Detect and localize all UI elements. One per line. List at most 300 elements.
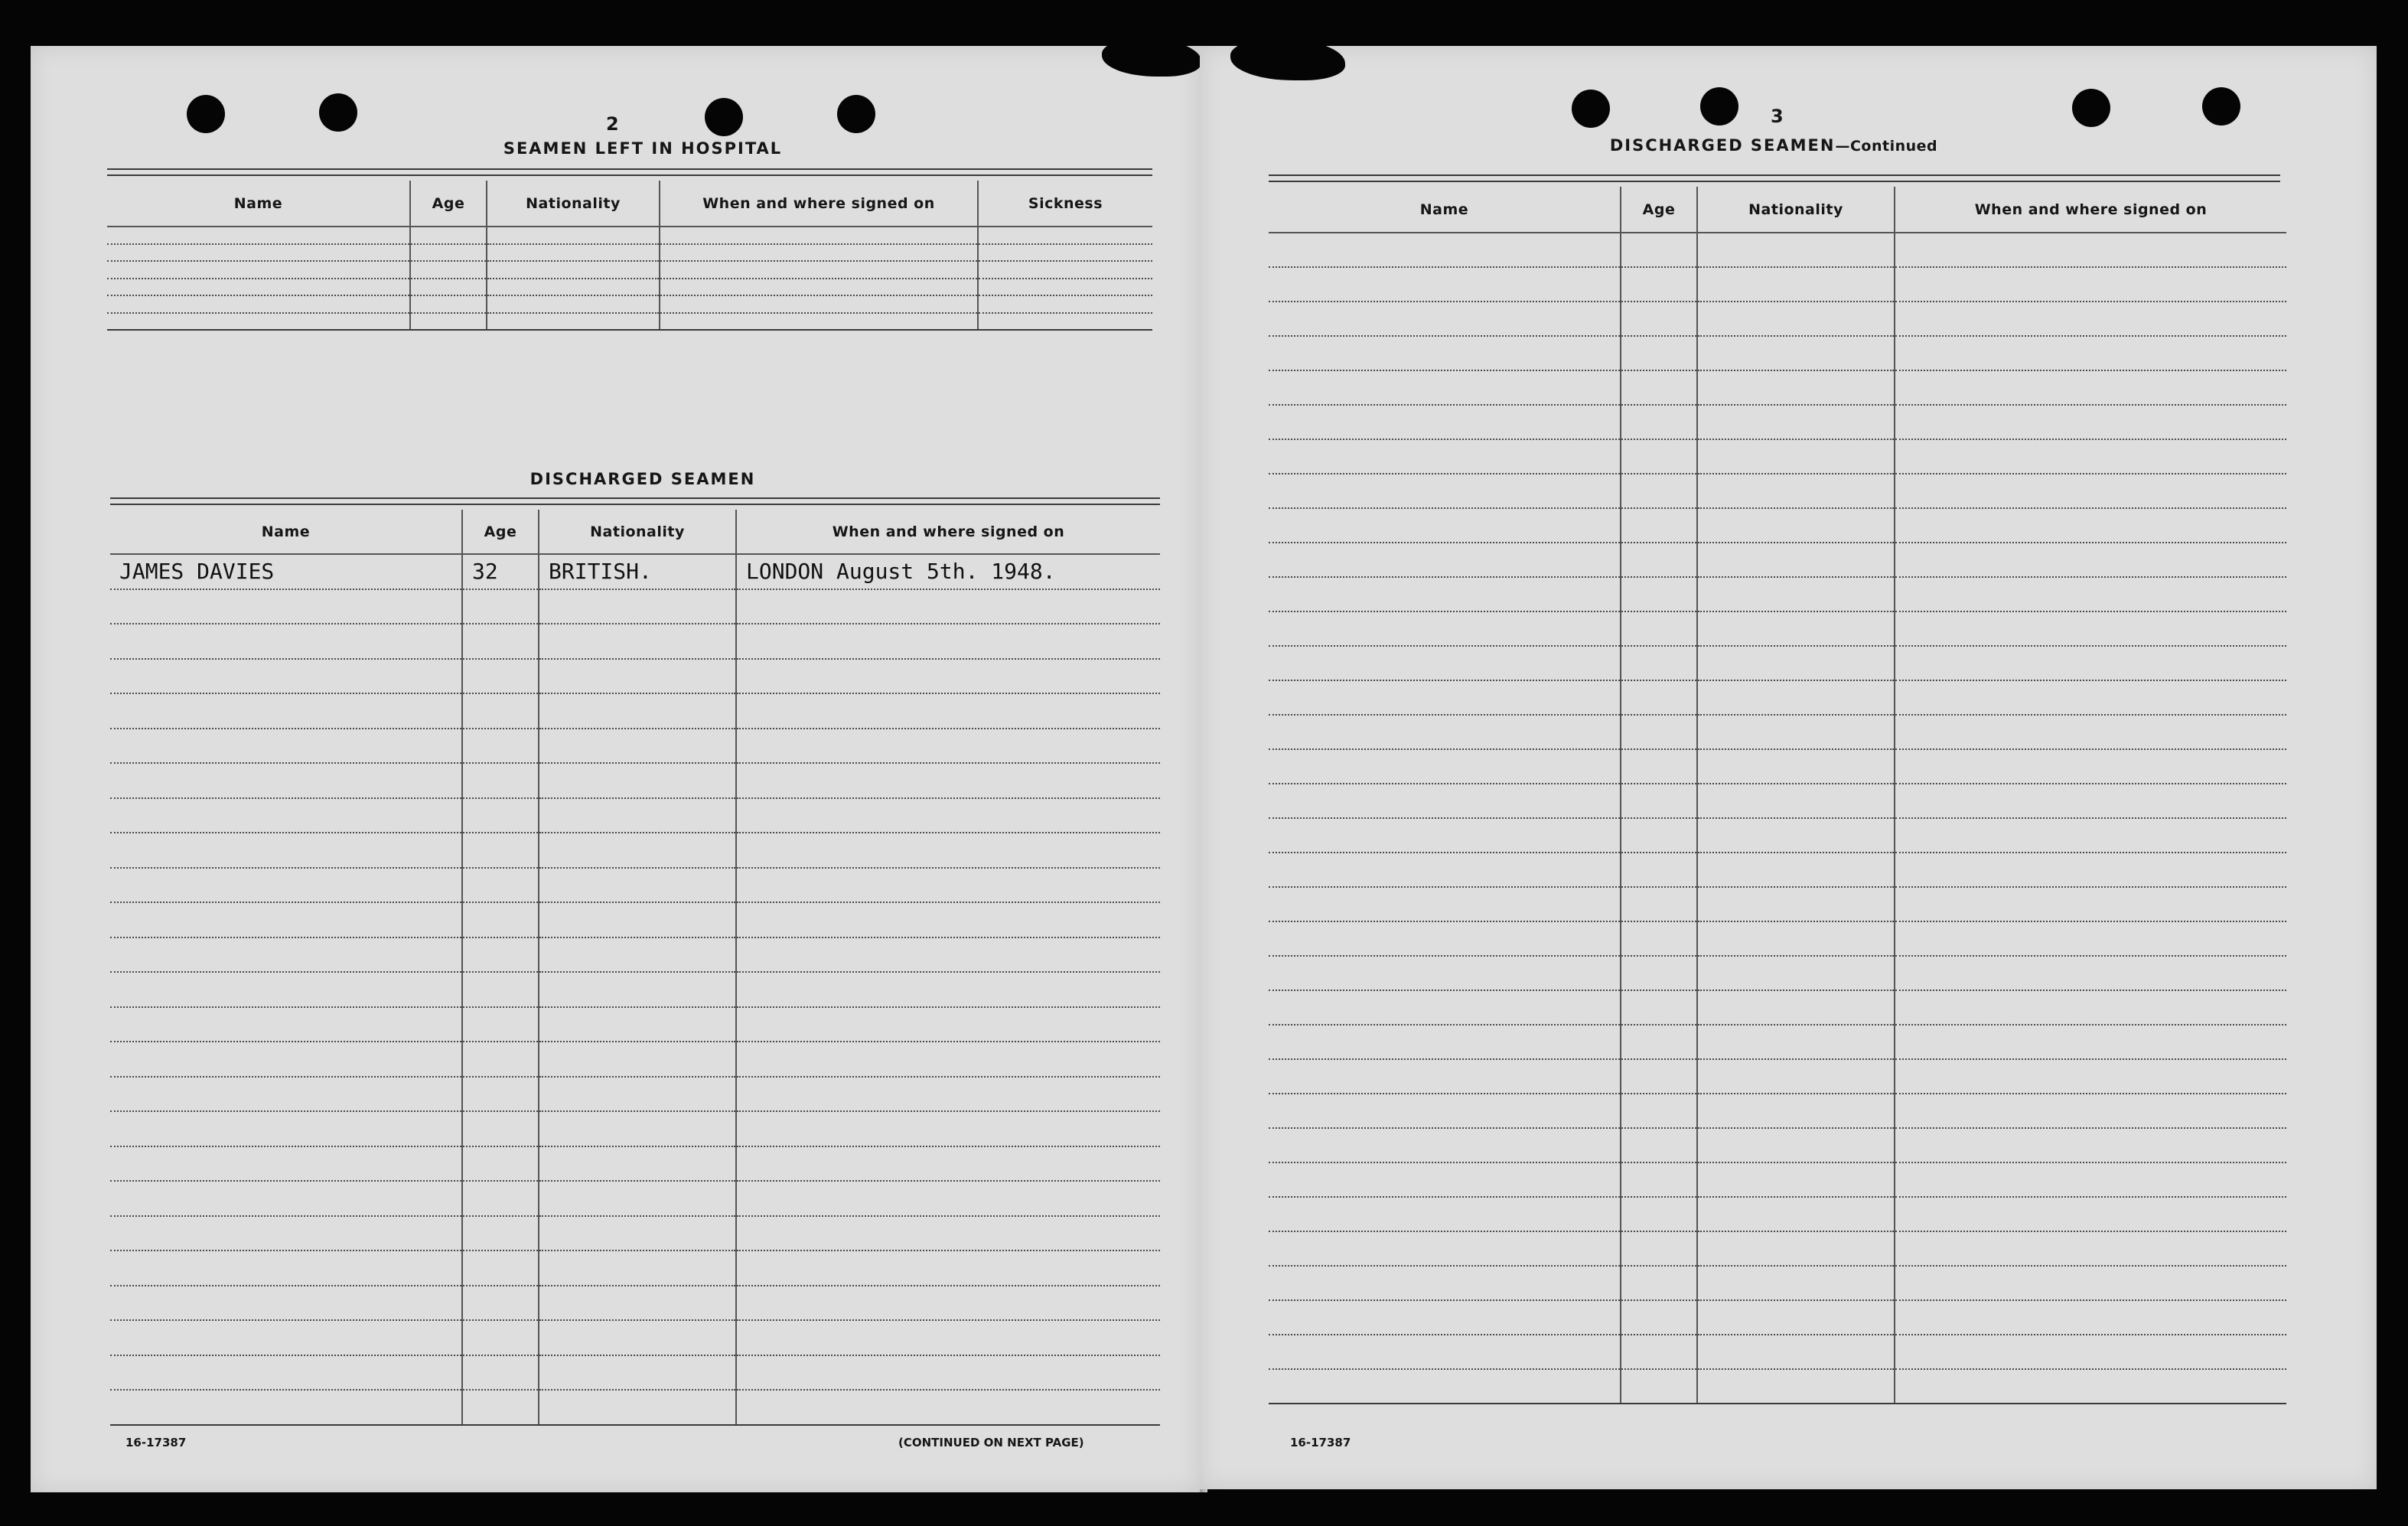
table-row	[1269, 1162, 2286, 1197]
table-cell	[1621, 405, 1697, 439]
table-cell	[539, 1111, 736, 1146]
table-row	[110, 937, 1160, 973]
table-cell	[1269, 1231, 1621, 1266]
table-row	[110, 659, 1160, 694]
table-cell	[736, 798, 1160, 833]
table-cell	[410, 295, 487, 313]
table-row	[1269, 818, 2286, 853]
table-row	[1269, 784, 2286, 818]
table-cell	[1269, 370, 1621, 405]
table-row	[110, 1042, 1160, 1077]
table-cell	[1895, 233, 2286, 267]
table-cell	[1697, 336, 1895, 370]
table-row	[1269, 302, 2286, 336]
table-cell	[736, 1355, 1160, 1391]
header-rule	[107, 168, 1152, 176]
table-row	[1269, 336, 2286, 370]
table-cell	[1697, 611, 1895, 646]
table-cell	[539, 1007, 736, 1042]
table-cell	[1895, 474, 2286, 508]
title-suffix: —Continued	[1835, 138, 1938, 155]
table-cell	[1895, 1094, 2286, 1128]
table-cell	[487, 279, 660, 296]
table-cell	[1621, 1059, 1697, 1094]
table-cell	[660, 279, 978, 296]
table-cell	[1621, 1300, 1697, 1335]
table-cell	[1621, 1128, 1697, 1162]
table-cell	[1269, 1369, 1621, 1404]
table-row	[1269, 577, 2286, 611]
table-cell	[462, 1042, 539, 1077]
table-cell	[1895, 405, 2286, 439]
table-cell	[462, 798, 539, 833]
table-cell	[1697, 1335, 1895, 1369]
table-cell	[736, 589, 1160, 624]
column-header-age: Age	[410, 181, 487, 227]
table-row	[1269, 715, 2286, 749]
table-row	[1269, 853, 2286, 887]
table-cell	[1621, 1025, 1697, 1059]
table-row	[110, 693, 1160, 729]
table-cell	[1697, 921, 1895, 956]
table-cell	[539, 1355, 736, 1391]
table-cell	[736, 1390, 1160, 1425]
table-cell	[1269, 577, 1621, 611]
continued-note: (CONTINUED ON NEXT PAGE)	[898, 1436, 1084, 1449]
table-cell	[1697, 1266, 1895, 1300]
table-cell	[1895, 577, 2286, 611]
table-cell	[1697, 853, 1895, 887]
table-cell	[1697, 474, 1895, 508]
table-cell	[1269, 1197, 1621, 1231]
table-cell	[539, 937, 736, 973]
section-title-discharged-continued	[1559, 136, 1988, 155]
table-cell	[539, 1390, 736, 1425]
table-cell	[1269, 543, 1621, 577]
table-row	[1269, 267, 2286, 302]
table-cell	[1269, 302, 1621, 336]
table-cell	[978, 244, 1152, 262]
table-cell	[1269, 990, 1621, 1025]
table-cell	[1621, 715, 1697, 749]
table-cell	[1697, 784, 1895, 818]
table-cell	[462, 729, 539, 764]
table-cell	[539, 1286, 736, 1321]
table-cell	[1621, 818, 1697, 853]
table-cell	[1697, 887, 1895, 921]
table-row	[107, 261, 1152, 279]
table-cell	[1621, 887, 1697, 921]
table-cell	[1697, 680, 1895, 715]
table-cell	[978, 313, 1152, 331]
table-row	[1269, 680, 2286, 715]
table-row	[110, 1216, 1160, 1251]
table-cell	[1895, 1335, 2286, 1369]
table-cell	[1269, 439, 1621, 474]
table-row	[107, 313, 1152, 331]
table-cell	[736, 868, 1160, 903]
table-cell	[1621, 1369, 1697, 1404]
table-cell	[1269, 267, 1621, 302]
table-row	[1269, 1231, 2286, 1266]
table-cell	[1895, 1162, 2286, 1197]
table-cell	[1697, 1094, 1895, 1128]
table-row	[1269, 474, 2286, 508]
table-cell	[736, 1077, 1160, 1112]
table-cell	[1697, 1369, 1895, 1404]
table-cell	[1621, 1162, 1697, 1197]
table-row	[1269, 1369, 2286, 1404]
table-cell	[539, 1042, 736, 1077]
table-cell	[1621, 1231, 1697, 1266]
discharged-continued-table	[1269, 187, 2286, 1404]
table-cell	[1895, 1369, 2286, 1404]
table-cell	[978, 261, 1152, 279]
table-cell	[539, 624, 736, 659]
table-cell	[1697, 1059, 1895, 1094]
table-cell	[1697, 1197, 1895, 1231]
table-row	[1269, 887, 2286, 921]
table-cell	[1895, 1266, 2286, 1300]
table-cell	[1895, 784, 2286, 818]
table-cell	[1621, 267, 1697, 302]
table-cell: 32	[462, 554, 539, 589]
table-cell	[539, 693, 736, 729]
table-cell	[1621, 474, 1697, 508]
column-header-age: Age	[1621, 187, 1697, 233]
table-cell	[462, 1320, 539, 1355]
table-cell	[110, 1320, 462, 1355]
table-row	[1269, 611, 2286, 646]
table-cell	[736, 1286, 1160, 1321]
table-cell	[1269, 233, 1621, 267]
table-cell	[1895, 853, 2286, 887]
table-cell	[1269, 887, 1621, 921]
table-row	[1269, 956, 2286, 990]
table-cell	[410, 244, 487, 262]
table-row	[1269, 370, 2286, 405]
table-row	[1269, 1300, 2286, 1335]
table-row	[1269, 1094, 2286, 1128]
column-header-signed-on: When and where signed on	[660, 181, 978, 227]
table-cell	[462, 1181, 539, 1216]
table-cell	[462, 659, 539, 694]
table-cell	[462, 1390, 539, 1425]
table-cell	[1269, 508, 1621, 543]
table-cell	[462, 972, 539, 1007]
table-row	[110, 798, 1160, 833]
table-cell	[110, 833, 462, 868]
table-cell	[110, 1042, 462, 1077]
table-cell	[1697, 508, 1895, 543]
table-cell	[1269, 749, 1621, 784]
table-row	[1269, 921, 2286, 956]
table-row	[110, 1181, 1160, 1216]
table-cell	[487, 313, 660, 331]
table-cell	[1895, 1059, 2286, 1094]
table-cell	[978, 227, 1152, 244]
table-cell	[1697, 715, 1895, 749]
table-cell	[110, 937, 462, 973]
table-cell	[539, 1146, 736, 1182]
title-main: DISCHARGED SEAMEN	[1609, 136, 1836, 155]
table-cell	[107, 313, 410, 331]
binder-hole	[837, 95, 875, 133]
page-tear	[1102, 38, 1201, 77]
table-cell	[462, 1111, 539, 1146]
table-cell	[410, 313, 487, 331]
table-cell	[539, 1181, 736, 1216]
table-cell	[110, 1390, 462, 1425]
table-cell	[1697, 646, 1895, 680]
table-cell	[539, 833, 736, 868]
table-cell	[1697, 370, 1895, 405]
table-cell	[736, 937, 1160, 973]
table-cell	[1697, 1300, 1895, 1335]
table-cell	[1269, 1335, 1621, 1369]
table-cell	[1269, 715, 1621, 749]
table-row	[107, 279, 1152, 296]
table-cell	[1621, 990, 1697, 1025]
table-cell	[1895, 1128, 2286, 1162]
table-cell	[1895, 749, 2286, 784]
table-cell	[110, 1286, 462, 1321]
table-row	[1269, 543, 2286, 577]
table-cell	[660, 227, 978, 244]
table-cell	[1895, 611, 2286, 646]
table-row	[110, 589, 1160, 624]
table-cell	[110, 1077, 462, 1112]
table-cell	[1621, 680, 1697, 715]
page-number: 3	[1771, 106, 1784, 127]
binder-hole	[2202, 87, 2240, 126]
table-cell	[1895, 715, 2286, 749]
table-cell	[1269, 611, 1621, 646]
table-cell	[110, 1007, 462, 1042]
table-cell	[1621, 853, 1697, 887]
table-cell	[1697, 956, 1895, 990]
table-cell	[1697, 405, 1895, 439]
table-row	[107, 244, 1152, 262]
table-cell	[736, 972, 1160, 1007]
table-cell	[1895, 887, 2286, 921]
table-cell	[107, 295, 410, 313]
table-cell	[1269, 1025, 1621, 1059]
table-cell	[1895, 1197, 2286, 1231]
table-cell	[1269, 680, 1621, 715]
table-cell	[107, 244, 410, 262]
table-cell	[1269, 818, 1621, 853]
table-cell	[736, 1250, 1160, 1286]
form-number: 16-17387	[125, 1436, 187, 1449]
table-cell	[110, 763, 462, 798]
page-number: 2	[606, 113, 619, 135]
left-page	[31, 46, 1200, 1492]
table-cell	[1269, 336, 1621, 370]
table-cell	[1621, 646, 1697, 680]
table-cell	[1697, 749, 1895, 784]
table-cell	[1895, 646, 2286, 680]
table-cell	[1269, 1162, 1621, 1197]
table-cell	[660, 244, 978, 262]
table-cell	[736, 693, 1160, 729]
table-cell	[110, 693, 462, 729]
column-header-sickness: Sickness	[978, 181, 1152, 227]
column-header-name: Name	[1269, 187, 1621, 233]
column-header-age: Age	[462, 510, 539, 554]
table-cell	[487, 295, 660, 313]
table-cell	[1697, 302, 1895, 336]
table-cell	[1269, 1300, 1621, 1335]
table-cell	[110, 1146, 462, 1182]
table-cell	[110, 1181, 462, 1216]
table-cell	[539, 729, 736, 764]
table-cell	[736, 763, 1160, 798]
section-title-discharged: DISCHARGED SEAMEN	[529, 470, 756, 488]
table-cell	[1895, 267, 2286, 302]
table-cell	[736, 1216, 1160, 1251]
table-cell	[487, 261, 660, 279]
table-cell	[736, 624, 1160, 659]
form-number: 16-17387	[1290, 1436, 1351, 1449]
table-cell	[539, 868, 736, 903]
table-cell	[462, 693, 539, 729]
table-cell	[1621, 543, 1697, 577]
table-cell	[1621, 1266, 1697, 1300]
table-row	[1269, 1266, 2286, 1300]
table-row	[110, 1250, 1160, 1286]
table-cell	[110, 902, 462, 937]
table-cell	[660, 295, 978, 313]
table-cell	[1895, 439, 2286, 474]
table-cell	[462, 763, 539, 798]
table-row	[1269, 508, 2286, 543]
table-cell	[539, 763, 736, 798]
table-cell	[1697, 1162, 1895, 1197]
table-cell	[1895, 956, 2286, 990]
table-row	[110, 868, 1160, 903]
table-cell	[110, 972, 462, 1007]
table-cell	[110, 1250, 462, 1286]
table-cell	[1895, 508, 2286, 543]
table-row	[110, 554, 1160, 589]
table-cell	[110, 729, 462, 764]
table-cell	[1269, 646, 1621, 680]
right-page	[1200, 46, 2377, 1489]
table-cell	[1697, 1128, 1895, 1162]
table-row	[110, 1146, 1160, 1182]
binder-hole	[705, 98, 743, 136]
table-cell	[539, 972, 736, 1007]
table-cell	[107, 227, 410, 244]
table-cell	[1697, 233, 1895, 267]
table-cell	[110, 589, 462, 624]
table-cell	[736, 1007, 1160, 1042]
page-tear	[1230, 38, 1345, 80]
table-row	[110, 1077, 1160, 1112]
table-cell	[1269, 956, 1621, 990]
table-row	[1269, 1197, 2286, 1231]
table-cell	[660, 261, 978, 279]
table-row	[107, 295, 1152, 313]
table-cell	[1697, 1025, 1895, 1059]
table-cell	[1895, 818, 2286, 853]
table-cell	[539, 1250, 736, 1286]
header-rule	[110, 497, 1160, 505]
table-cell	[1621, 956, 1697, 990]
table-cell	[1621, 302, 1697, 336]
column-header-nationality: Nationality	[539, 510, 736, 554]
column-header-name: Name	[107, 181, 410, 227]
table-cell	[1621, 1335, 1697, 1369]
table-cell	[1269, 1266, 1621, 1300]
table-cell	[110, 1355, 462, 1391]
table-row	[110, 763, 1160, 798]
binder-hole	[319, 93, 357, 132]
table-row	[110, 1007, 1160, 1042]
table-cell	[462, 1146, 539, 1182]
table-cell	[1697, 267, 1895, 302]
table-row	[1269, 233, 2286, 267]
table-cell	[539, 589, 736, 624]
table-row	[1269, 1335, 2286, 1369]
table-row	[107, 227, 1152, 244]
table-row	[110, 1320, 1160, 1355]
table-cell	[1697, 990, 1895, 1025]
table-row	[1269, 1025, 2286, 1059]
table-cell	[539, 1216, 736, 1251]
table-row	[1269, 1059, 2286, 1094]
table-row	[110, 902, 1160, 937]
table-cell: JAMES DAVIES	[110, 554, 462, 589]
table-cell	[978, 279, 1152, 296]
table-cell	[110, 1111, 462, 1146]
table-row	[110, 1286, 1160, 1321]
binder-hole	[1700, 87, 1738, 126]
table-cell	[462, 1077, 539, 1112]
table-cell	[1269, 1059, 1621, 1094]
table-cell	[1697, 439, 1895, 474]
table-cell	[1895, 990, 2286, 1025]
table-cell	[1269, 1094, 1621, 1128]
table-cell	[1621, 336, 1697, 370]
table-cell	[462, 902, 539, 937]
table-cell	[1621, 233, 1697, 267]
table-row	[1269, 990, 2286, 1025]
table-cell	[736, 1181, 1160, 1216]
table-cell	[1895, 370, 2286, 405]
table-row	[110, 833, 1160, 868]
section-title-hospital: SEAMEN LEFT IN HOSPITAL	[503, 139, 783, 158]
table-cell	[1895, 336, 2286, 370]
table-row	[1269, 439, 2286, 474]
table-cell	[1621, 921, 1697, 956]
table-cell	[736, 1146, 1160, 1182]
table-cell	[1895, 680, 2286, 715]
table-cell	[462, 1216, 539, 1251]
table-cell	[1269, 921, 1621, 956]
table-cell: BRITISH.	[539, 554, 736, 589]
column-header-nationality: Nationality	[487, 181, 660, 227]
table-cell	[110, 624, 462, 659]
table-cell	[462, 624, 539, 659]
table-cell	[539, 1077, 736, 1112]
table-row	[1269, 749, 2286, 784]
table-cell: LONDON August 5th. 1948.	[736, 554, 1160, 589]
table-cell	[736, 902, 1160, 937]
binder-hole	[187, 95, 225, 133]
table-row	[110, 1355, 1160, 1391]
